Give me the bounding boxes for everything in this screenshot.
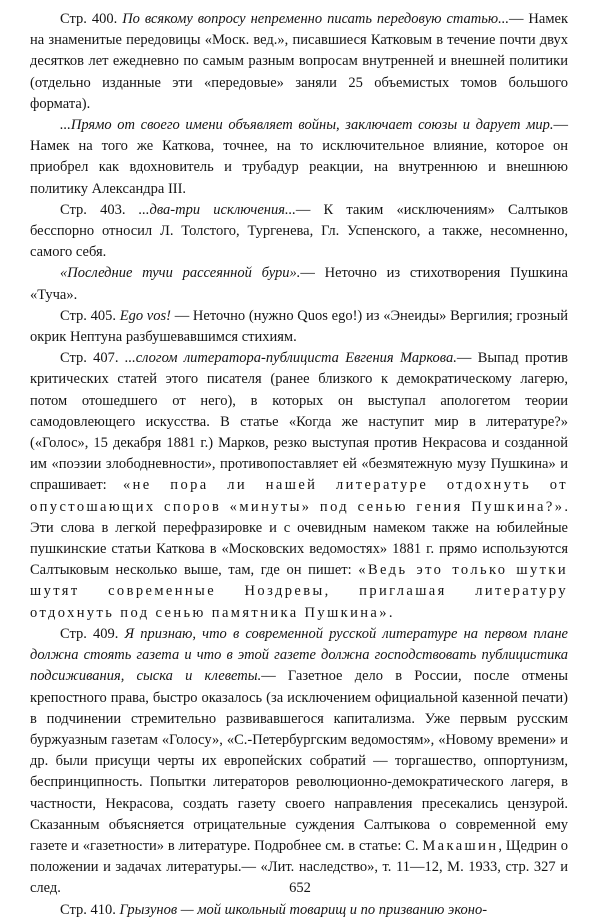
note-p405: [30, 306, 568, 348]
spaced-author: Макашин: [422, 837, 499, 854]
page-body: [30, 9, 568, 921]
note-ref: Стр. 407.: [60, 350, 125, 367]
spaced-quote: «Ведь это только шутки шутят современные Ноздревы, приглашая литературу отдохнуть под сенью памятника Пушкина»: [30, 562, 568, 621]
note-p403: [30, 200, 568, 264]
note-quote: По всякому вопросу непременно писать передовую статью...: [122, 11, 509, 27]
note-ref: Стр. 405.: [60, 307, 120, 324]
spaced-quote: «не пора ли нашей литературе отдохнуть от опустошающих споров «минуты» под сенью гения Пушкина?»: [30, 477, 568, 515]
note-ref: Стр. 400.: [60, 11, 123, 27]
note-text: .: [388, 604, 393, 621]
note-p409: [30, 624, 568, 900]
note-p410: [30, 900, 568, 921]
note-text: — Неточно из стихотворения Пушкина «Туча».: [30, 265, 568, 303]
note-p400: [30, 9, 568, 115]
note-text: . Эти слова в легкой перефразировке и с очевидным намеком также на юбилейные пушкинские статьи Каткова в «Московских ведомостях» 1881 г. прямо используются Салтыковым несколько выше, там, где он пишет:: [30, 498, 568, 579]
note-text: — К таким «исключениям» Салтыков бесспорно относил Л. Толстого, Тургенева, Гл. Успенского, а также, несомненно, самого себя.: [30, 201, 569, 261]
note-quote: ...два-три исключения...: [138, 201, 296, 218]
note-text: — Выпад против критических статей этого писателя (ранее близкого к демократическому лагерю, потом отошедшего от него), в которых он выступал апологетом теории самодовлеющего искусства. В статье «Когда же наступит мир в литературе?» («Голос», 15 декабря 1881 г.) Марков, резко выступая против Некрасова и созданной им «поэзии злободневности», противопоставляет ей «безмятежную музу Пушкина» и спрашивает:: [30, 350, 569, 494]
note-text: — Неточно (нужно Quos ego!) из «Энеиды» Вергилия; грозный окрик Нептуна разбушевавшимся стихиям.: [30, 307, 568, 346]
note-quote: Ego vos!: [119, 307, 171, 324]
note-quote: Я признаю, что в современной русской литературе на первом плане должна стоять газета и что в этой газете должна господствовать публицистика подсиживания, сыска и клеветы.: [30, 625, 568, 685]
note-p400b: [30, 115, 568, 200]
note-quote: Грызунов — мой школьный товарищ и по призванию эконо-: [119, 901, 488, 918]
note-ref: Стр. 409.: [60, 625, 125, 642]
note-text: — Намек на того же Каткова, точнее, на то исключительное влияние, которое он приобрел как вдохновитель и трубадур реакции, на внутреннюю и внешнюю политику Александра III.: [30, 117, 568, 197]
note-ref: Стр. 403.: [60, 201, 139, 218]
note-p407: [30, 348, 568, 624]
note-text: — Намек на знаменитые передовицы «Моск. вед.», писавшиеся Катковым в течение почти двух десятков лет ежедневно по самым разным вопросам внутренней и внешней политики (отдельно изданные эти «передовые» заняли 25 объемистых томов большого формата).: [30, 11, 568, 112]
note-text: , Щедрин о положении и задачах литературы.— «Лит. наследство», т. 11—12, М. 1933, стр. 327 и след.: [30, 837, 568, 897]
note-text: — Газетное дело в России, после отмены крепостного права, быстро оказалось (за исключением официальной казенной печати) в подчинении стремительно развивавшегося капитализма. Уже первым русским буржуазным газетам «Голосу», «С.-Петербургским ведомостям», «Новому времени» и др. были присущи черты их европейских собратий — торгашество, оппортунизм, беспринципность. Попытки литераторов революционно-демократического лагеря, в частности, Некрасова, создать газету своего направления пресекались цензурой. Сказанным объясняется отрицательные суждения Салтыкова о современной ему газете и «газетности» в литературе. Подробнее см. в статье: С.: [30, 668, 568, 854]
note-quote: «Последние тучи рассеянной бури».: [60, 265, 301, 282]
note-ref: Стр. 410.: [60, 901, 120, 918]
page-number: 652: [289, 880, 311, 896]
note-p403b: [30, 263, 568, 305]
note-quote: ...Прямо от своего имени объявляет войны, заключает союзы и дарует мир.: [60, 117, 554, 134]
note-quote: ...слогом литератора-публициста Евгения Маркова.: [124, 350, 457, 367]
